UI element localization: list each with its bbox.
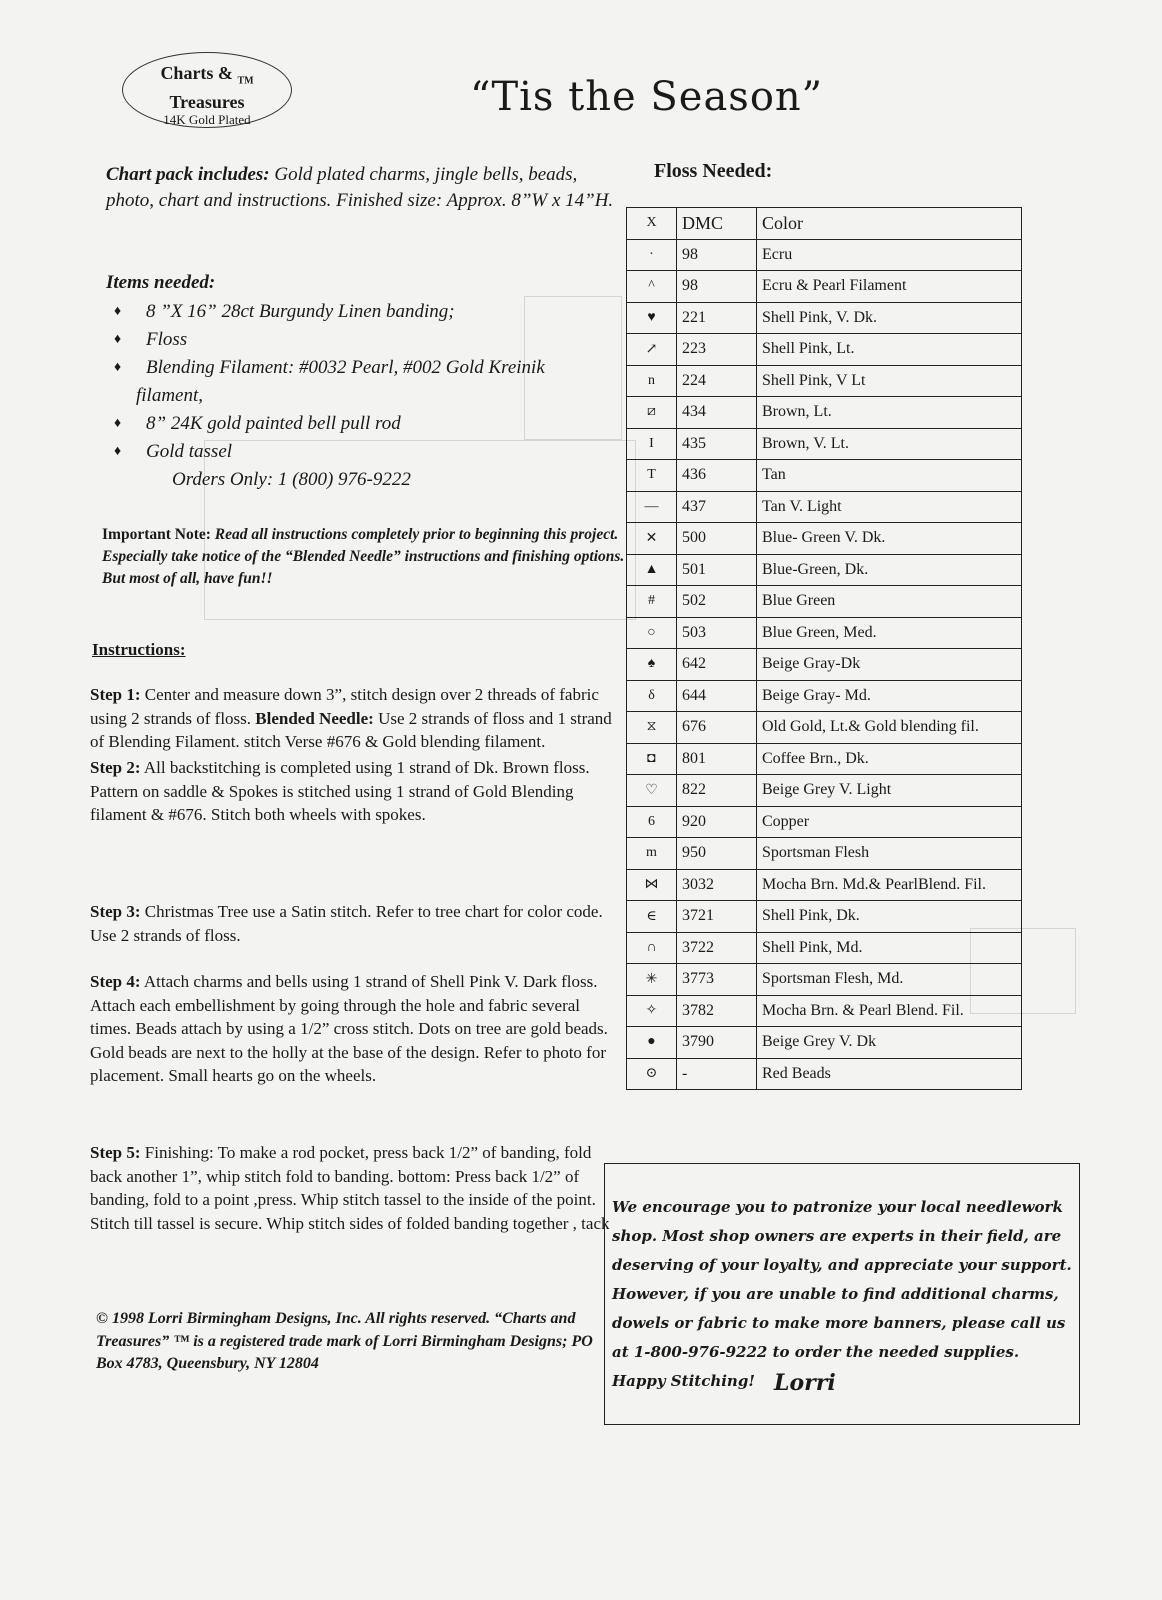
logo-tm: TM: [237, 75, 254, 87]
table-row: [627, 901, 1022, 933]
floss-heading: Floss Needed:: [654, 160, 773, 182]
dmc-cell: 3722: [677, 932, 757, 964]
color-cell: Brown, V. Lt.: [757, 428, 1022, 460]
symbol-icon: ·: [627, 239, 677, 271]
step-text: Attach charms and bells using 1 strand of Shell Pink V. Dark floss. Attach each embellishment by going through the hole and fabric several times. Beads attach by using a 1/2” cross stitch. Dots on tree are gold beads. Gold beads are next to the holly at the base of the design. Refer to photo for placement. Small hearts go on the wheels.: [90, 972, 608, 1086]
table-row: [627, 869, 1022, 901]
step-text: Use 2 strands of floss and 1 strand of Blending Filament. stitch Verse #676 & Gold blending filament.: [90, 708, 612, 752]
color-cell: Old Gold, Lt.& Gold blending fil.: [757, 712, 1022, 744]
important-note-label: Important Note:: [102, 526, 211, 543]
bullet-icon: ♦: [114, 332, 122, 347]
step-text: Center and measure down 3”, stitch design over 2 threads of fabric using 2 strands of floss.: [90, 685, 599, 728]
symbol-icon: ⧄: [627, 397, 677, 429]
table-row: [627, 523, 1022, 555]
chart-pack-paragraph: [106, 162, 626, 214]
table-row: [627, 302, 1022, 334]
dmc-cell: 98: [677, 271, 757, 303]
chart-pack-label: Chart pack includes:: [106, 164, 270, 185]
color-cell: Blue Green: [757, 586, 1022, 618]
symbol-icon: ▲: [627, 554, 677, 586]
table-row: [627, 428, 1022, 460]
orders-phone: Orders Only: 1 (800) 976-9222: [172, 469, 411, 490]
step-label: Step 1:: [90, 685, 141, 704]
dmc-cell: 503: [677, 617, 757, 649]
color-cell: Mocha Brn. & Pearl Blend. Fil.: [757, 995, 1022, 1027]
copyright-notice: © 1998 Lorri Birmingham Designs, Inc. All rights reserved. “Charts and Treasures” ™ is a registered trade mark of Lorri Birmingham Designs; PO Box 4783, Queensbury, NY 12804: [96, 1310, 593, 1372]
step-text: All backstitching is completed using 1 strand of Dk. Brown floss. Pattern on saddle & Spokes is stitched using 1 strand of Gold Blending filament & #676. Stitch both wheels with spokes.: [90, 758, 590, 825]
dmc-cell: 950: [677, 838, 757, 870]
table-row: [627, 239, 1022, 271]
step-1: [90, 683, 618, 754]
list-item: [106, 438, 636, 466]
bullet-icon: ♦: [114, 360, 122, 375]
color-cell: Mocha Brn. Md.& PearlBlend. Fil.: [757, 869, 1022, 901]
table-row: [627, 586, 1022, 618]
bullet-icon: ♦: [114, 444, 122, 459]
dmc-cell: 223: [677, 334, 757, 366]
dmc-cell: 221: [677, 302, 757, 334]
dmc-cell: 434: [677, 397, 757, 429]
color-cell: Tan: [757, 460, 1022, 492]
table-row: [627, 271, 1022, 303]
dmc-cell: 822: [677, 775, 757, 807]
list-item: [106, 326, 636, 354]
items-needed-heading: Items needed:: [106, 272, 216, 293]
symbol-icon: I: [627, 428, 677, 460]
floss-table-body: [627, 239, 1022, 1090]
step-4: [90, 970, 618, 1088]
items-needed-list: [106, 298, 636, 494]
symbol-icon: ^: [627, 271, 677, 303]
important-note-text: Read all instructions completely prior to beginning this project. Especially take notice of the “Blended Needle” instructions and finishing options. But most of all, have fun!!: [102, 526, 625, 587]
column-header-dmc: DMC: [677, 208, 757, 240]
table-row: [627, 1058, 1022, 1090]
symbol-icon: —: [627, 491, 677, 523]
table-row: [627, 995, 1022, 1027]
dmc-cell: 3773: [677, 964, 757, 996]
chart-pack-text: Gold plated charms, jingle bells, beads, photo, chart and instructions. Finished size: Approx. 8”W x 14”H.: [106, 164, 614, 211]
step-text: Finishing: To make a rod pocket, press back 1/2” of banding, fold back another 1”, whip stitch fold to banding. bottom: Press back 1/2” of banding, fold to a point ,press. Whip stitch tassel to the inside of the point. Stitch till tassel is secure. Whip stitch sides of folded banding together , tack: [90, 1143, 610, 1233]
table-row: [627, 775, 1022, 807]
bullet-icon: ♦: [114, 416, 122, 431]
color-cell: Shell Pink, V Lt: [757, 365, 1022, 397]
column-header-symbol: X: [627, 208, 677, 240]
step-5: [90, 1141, 618, 1235]
symbol-icon: n: [627, 365, 677, 397]
color-cell: Brown, Lt.: [757, 397, 1022, 429]
step-label: Step 3:: [90, 902, 141, 921]
brand-logo: [122, 52, 292, 128]
symbol-icon: ∩: [627, 932, 677, 964]
table-row: [627, 649, 1022, 681]
table-row: [627, 680, 1022, 712]
color-cell: Blue Green, Med.: [757, 617, 1022, 649]
color-cell: Red Beads: [757, 1058, 1022, 1090]
table-row: [627, 617, 1022, 649]
page-title: “Tis the Season”: [470, 74, 824, 120]
list-item: [106, 354, 636, 382]
bullet-icon: ♦: [114, 304, 122, 319]
dmc-cell: 3790: [677, 1027, 757, 1059]
dmc-cell: 501: [677, 554, 757, 586]
table-row: [627, 491, 1022, 523]
column-header-color: Color: [757, 208, 1022, 240]
color-cell: Beige Gray-Dk: [757, 649, 1022, 681]
table-row: [627, 932, 1022, 964]
instructions-heading: Instructions:: [92, 640, 186, 659]
signature: Lorri: [774, 1370, 836, 1396]
dmc-cell: 435: [677, 428, 757, 460]
color-cell: Shell Pink, V. Dk.: [757, 302, 1022, 334]
dmc-cell: 920: [677, 806, 757, 838]
step-3: [90, 900, 618, 947]
table-row: [627, 964, 1022, 996]
dmc-cell: 98: [677, 239, 757, 271]
color-cell: Shell Pink, Md.: [757, 932, 1022, 964]
dmc-cell: 502: [677, 586, 757, 618]
table-row: [627, 806, 1022, 838]
color-cell: Shell Pink, Dk.: [757, 901, 1022, 933]
color-cell: Tan V. Light: [757, 491, 1022, 523]
symbol-icon: ♥: [627, 302, 677, 334]
color-cell: Blue-Green, Dk.: [757, 554, 1022, 586]
item-text: Blending Filament: #0032 Pearl, #002 Gold Kreinik: [146, 357, 545, 378]
logo-line3: 14K Gold Plated: [163, 111, 251, 127]
dmc-cell: 3032: [677, 869, 757, 901]
color-cell: Coffee Brn., Dk.: [757, 743, 1022, 775]
step-text: Christmas Tree use a Satin stitch. Refer to tree chart for color code. Use 2 strands of floss.: [90, 902, 603, 945]
important-note: [102, 524, 632, 590]
symbol-icon: ♡: [627, 775, 677, 807]
color-cell: Ecru & Pearl Filament: [757, 271, 1022, 303]
color-cell: Blue- Green V. Dk.: [757, 523, 1022, 555]
table-row: [627, 397, 1022, 429]
table-row: [627, 334, 1022, 366]
symbol-icon: ◘: [627, 743, 677, 775]
table-row: [627, 554, 1022, 586]
dmc-cell: 437: [677, 491, 757, 523]
step-2: [90, 756, 618, 827]
step-label: Step 2:: [90, 758, 141, 777]
color-cell: Copper: [757, 806, 1022, 838]
table-row: [627, 460, 1022, 492]
floss-table: [626, 207, 1022, 1090]
color-cell: Sportsman Flesh, Md.: [757, 964, 1022, 996]
dmc-cell: 500: [677, 523, 757, 555]
table-header-row: [627, 208, 1022, 240]
symbol-icon: ↗: [627, 334, 677, 366]
dmc-cell: 644: [677, 680, 757, 712]
dmc-cell: 642: [677, 649, 757, 681]
blended-needle-label: Blended Needle:: [255, 708, 374, 728]
color-cell: Shell Pink, Lt.: [757, 334, 1022, 366]
symbol-icon: ⊙: [627, 1058, 677, 1090]
table-row: [627, 838, 1022, 870]
list-item: [106, 410, 636, 438]
symbol-icon: T: [627, 460, 677, 492]
dmc-cell: 436: [677, 460, 757, 492]
symbol-icon: δ: [627, 680, 677, 712]
symbol-icon: ✕: [627, 523, 677, 555]
color-cell: Ecru: [757, 239, 1022, 271]
symbol-icon: ✳: [627, 964, 677, 996]
symbol-icon: ∈: [627, 901, 677, 933]
symbol-icon: #: [627, 586, 677, 618]
table-row: [627, 712, 1022, 744]
step-label: Step 5:: [90, 1143, 141, 1162]
item-text: 8 ”X 16” 28ct Burgundy Linen banding;: [146, 301, 455, 322]
dmc-cell: 224: [677, 365, 757, 397]
symbol-icon: ✧: [627, 995, 677, 1027]
item-text-continued: filament,: [136, 385, 204, 406]
table-row: [627, 1027, 1022, 1059]
dmc-cell: 676: [677, 712, 757, 744]
symbol-icon: ⋈: [627, 869, 677, 901]
step-label: Step 4:: [90, 972, 141, 991]
symbol-icon: 6: [627, 806, 677, 838]
color-cell: Beige Grey V. Light: [757, 775, 1022, 807]
item-text: Floss: [146, 329, 188, 350]
dmc-cell: -: [677, 1058, 757, 1090]
table-row: [627, 743, 1022, 775]
closing-message: We encourage you to patronize your local needlework shop. Most shop owners are experts in their field, are deserving of your loyalty, and appreciate your support. However, if you are unable to find additional charms, dowels or fabric to make more banners, please call us at 1-800-976-9222 to order the needed supplies. Happy Stitching!: [612, 1198, 1072, 1390]
symbol-icon: ●: [627, 1027, 677, 1059]
color-cell: Beige Grey V. Dk: [757, 1027, 1022, 1059]
logo-line2: Treasures: [169, 91, 245, 112]
logo-line1: Charts &: [160, 63, 233, 83]
color-cell: Beige Gray- Md.: [757, 680, 1022, 712]
dmc-cell: 3721: [677, 901, 757, 933]
dmc-cell: 801: [677, 743, 757, 775]
symbol-icon: ⧖: [627, 712, 677, 744]
dmc-cell: 3782: [677, 995, 757, 1027]
symbol-icon: ○: [627, 617, 677, 649]
table-row: [627, 365, 1022, 397]
symbol-icon: ♠: [627, 649, 677, 681]
color-cell: Sportsman Flesh: [757, 838, 1022, 870]
list-item: [106, 298, 636, 326]
item-text: Gold tassel: [146, 441, 233, 462]
item-text: 8” 24K gold painted bell pull rod: [146, 413, 401, 434]
symbol-icon: m: [627, 838, 677, 870]
